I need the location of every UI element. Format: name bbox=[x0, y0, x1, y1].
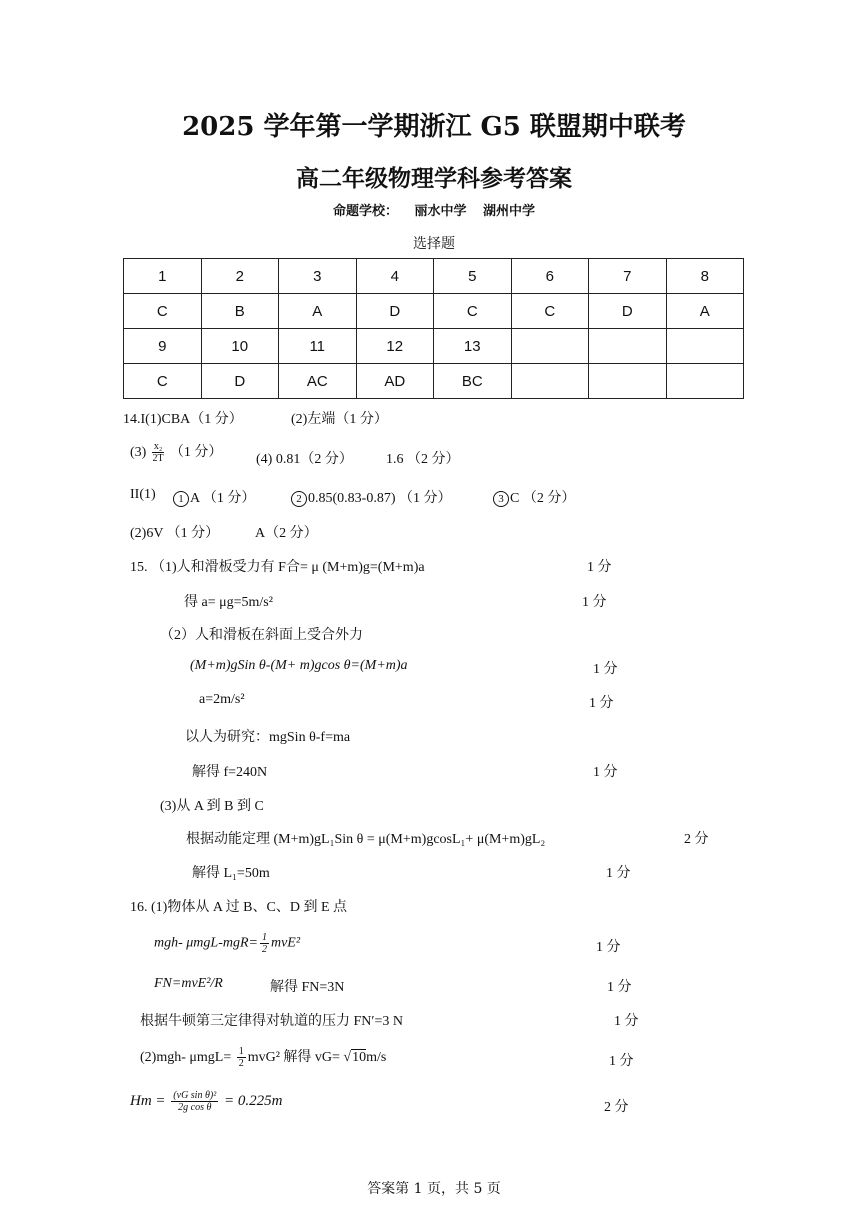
schools-line bbox=[0, 200, 868, 219]
table-cell bbox=[511, 329, 589, 364]
q14-line-3a bbox=[173, 487, 255, 507]
q16-line-1: 16. (1)物体从 A 过 B、C、D 到 E 点 bbox=[130, 900, 347, 915]
table-cell: A bbox=[666, 294, 744, 329]
q16-line-3a: FN=mvE²/R bbox=[154, 976, 223, 991]
section-label: 选择题 bbox=[413, 236, 455, 252]
table-cell: 9 bbox=[124, 329, 202, 364]
table-cell: C bbox=[434, 294, 512, 329]
circled-number-1: 1 bbox=[173, 491, 189, 507]
q15-line-1: 15. （1)人和滑板受力有 F合= μ (M+m)g=(M+m)a bbox=[130, 560, 425, 575]
document-title: 2025 学年第一学期浙江 G5 联盟期中联考 bbox=[182, 112, 686, 142]
fraction-numerator: 1 bbox=[261, 932, 267, 943]
fraction-numerator: (vG sin θ)² bbox=[173, 1090, 217, 1101]
q15-points-4: 1 分 bbox=[593, 662, 618, 677]
document-subtitle: 高二年级物理学科参考答案 bbox=[296, 165, 572, 192]
table-cell: 7 bbox=[589, 259, 667, 294]
q15-line-5: a=2m/s² bbox=[199, 692, 245, 707]
q14-line-2c: 1.6 （2 分） bbox=[386, 452, 460, 467]
q16-line-2 bbox=[154, 932, 300, 955]
q16-points-3: 1 分 bbox=[607, 980, 632, 995]
q14-line-2 bbox=[130, 441, 222, 464]
q16-points-4: 1 分 bbox=[614, 1014, 639, 1029]
table-cell: C bbox=[124, 294, 202, 329]
q15-line-10: 解得 L₁=50m bbox=[192, 866, 270, 881]
q14-line-2a: （1 分） bbox=[169, 445, 223, 460]
table-cell: 13 bbox=[434, 329, 512, 364]
table-cell: C bbox=[511, 294, 589, 329]
table-row bbox=[124, 259, 744, 294]
table-cell: 12 bbox=[356, 329, 434, 364]
q15-line-4: (M+m)gSin θ-(M+ m)gcos θ=(M+m)a bbox=[190, 658, 408, 673]
table-cell: B bbox=[201, 294, 279, 329]
schools-label: 命题学校： bbox=[332, 204, 398, 219]
q15-line-8: (3)从 A 到 B 到 C bbox=[160, 799, 264, 814]
q16-line-5 bbox=[140, 1046, 386, 1069]
answer-table bbox=[123, 258, 744, 399]
fraction-denominator: 2T bbox=[152, 453, 164, 465]
table-row bbox=[124, 364, 744, 399]
q15-points-9: 2 分 bbox=[684, 832, 709, 847]
table-cell: 5 bbox=[434, 259, 512, 294]
table-cell: 4 bbox=[356, 259, 434, 294]
q16-line-6-rhs: = 0.225m bbox=[223, 1092, 283, 1109]
q14-line-3c bbox=[493, 487, 575, 507]
school-2: 湖州中学 bbox=[483, 204, 536, 219]
q16-line-5b: mvG² 解得 vG= bbox=[247, 1050, 340, 1065]
table-cell: AC bbox=[279, 364, 357, 399]
table-cell: C bbox=[124, 364, 202, 399]
q15-line-7: 解得 f=240N bbox=[192, 765, 268, 780]
fraction-denominator: 2g cos θ bbox=[178, 1102, 212, 1113]
q14-line-2-prefix: (3) bbox=[130, 445, 147, 460]
q15-points-1: 1 分 bbox=[587, 560, 612, 575]
table-cell: D bbox=[589, 294, 667, 329]
q15-line-3: （2）人和滑板在斜面上受合外力 bbox=[160, 628, 363, 643]
q14-line-3-prefix: II(1) bbox=[130, 487, 156, 502]
q14-line-2b: (4) 0.81（2 分） bbox=[256, 452, 353, 467]
q14-line-1a: 14.I(1)CBA（1 分） bbox=[123, 412, 243, 427]
fraction-denominator: 2 bbox=[261, 944, 267, 955]
q14-line-3a-text: A （1 分） bbox=[190, 491, 256, 506]
sqrt-value: 10 bbox=[352, 1050, 367, 1065]
circled-number-3: 3 bbox=[493, 491, 509, 507]
q15-line-9: 根据动能定理 (M+m)gL₁Sin θ = μ(M+m)gcosL₁+ μ(M+m)gL₂ bbox=[186, 832, 546, 847]
table-cell bbox=[511, 364, 589, 399]
q15-points-5: 1 分 bbox=[589, 696, 614, 711]
q16-points-2: 1 分 bbox=[596, 940, 621, 955]
q16-line-6 bbox=[130, 1090, 282, 1113]
fraction-denominator: 2 bbox=[238, 1058, 244, 1070]
q16-line-5a: (2)mgh- μmgL= bbox=[140, 1050, 232, 1065]
table-row bbox=[124, 294, 744, 329]
table-cell: 2 bbox=[201, 259, 279, 294]
q16-line-3b: 解得 FN=3N bbox=[270, 980, 345, 995]
q16-line-2a: mgh- μmgL-mgR= bbox=[154, 935, 258, 951]
q15-points-7: 1 分 bbox=[593, 765, 618, 780]
fraction-numerator: 1 bbox=[238, 1046, 244, 1058]
sqrt-symbol: √ bbox=[343, 1050, 352, 1065]
table-cell: 1 bbox=[124, 259, 202, 294]
q16-fraction-half-2 bbox=[237, 1046, 246, 1069]
table-row bbox=[124, 329, 744, 364]
q14-line-4b: A（2 分） bbox=[255, 526, 318, 541]
table-cell: 10 bbox=[201, 329, 279, 364]
table-cell: 6 bbox=[511, 259, 589, 294]
q15-line-6: 以人为研究：mgSin θ-f=ma bbox=[185, 730, 351, 745]
q14-line-3c-text: C （2 分） bbox=[510, 491, 576, 506]
q16-fraction-hm bbox=[171, 1090, 218, 1113]
q16-fraction-half bbox=[260, 932, 269, 955]
table-cell: 3 bbox=[279, 259, 357, 294]
table-cell bbox=[589, 329, 667, 364]
q14-line-3b bbox=[291, 487, 452, 507]
q14-line-1b: (2)左端（1 分） bbox=[291, 412, 388, 427]
table-cell: 11 bbox=[279, 329, 357, 364]
table-cell bbox=[666, 364, 744, 399]
q14-fraction bbox=[152, 441, 165, 464]
q15-points-2: 1 分 bbox=[582, 595, 607, 610]
page-footer: 答案第 1 页，共 5 页 bbox=[367, 1181, 501, 1197]
q16-points-6: 2 分 bbox=[604, 1100, 629, 1115]
q14-line-3b-text: 0.85(0.83-0.87) （1 分） bbox=[308, 491, 452, 506]
circled-number-2: 2 bbox=[291, 491, 307, 507]
table-cell: D bbox=[356, 294, 434, 329]
table-cell: D bbox=[201, 364, 279, 399]
q16-line-2b: mvE² bbox=[270, 935, 301, 951]
table-cell: 8 bbox=[666, 259, 744, 294]
table-cell bbox=[589, 364, 667, 399]
q16-line-4: 根据牛顿第三定律得对轨道的压力 FN′=3 N bbox=[140, 1014, 403, 1029]
table-cell: BC bbox=[434, 364, 512, 399]
q15-points-10: 1 分 bbox=[606, 866, 631, 881]
q15-line-2: 得 a= μg=5m/s² bbox=[184, 595, 273, 610]
q16-points-5: 1 分 bbox=[609, 1054, 634, 1069]
table-cell: AD bbox=[356, 364, 434, 399]
table-cell bbox=[666, 329, 744, 364]
q16-line-5-unit: m/s bbox=[366, 1050, 387, 1065]
fraction-numerator: x₂ bbox=[153, 441, 163, 453]
q16-line-6-lhs: Hm = bbox=[130, 1092, 166, 1109]
q14-line-4a: (2)6V （1 分） bbox=[130, 526, 220, 541]
school-1: 丽水中学 bbox=[414, 204, 467, 219]
table-cell: A bbox=[279, 294, 357, 329]
